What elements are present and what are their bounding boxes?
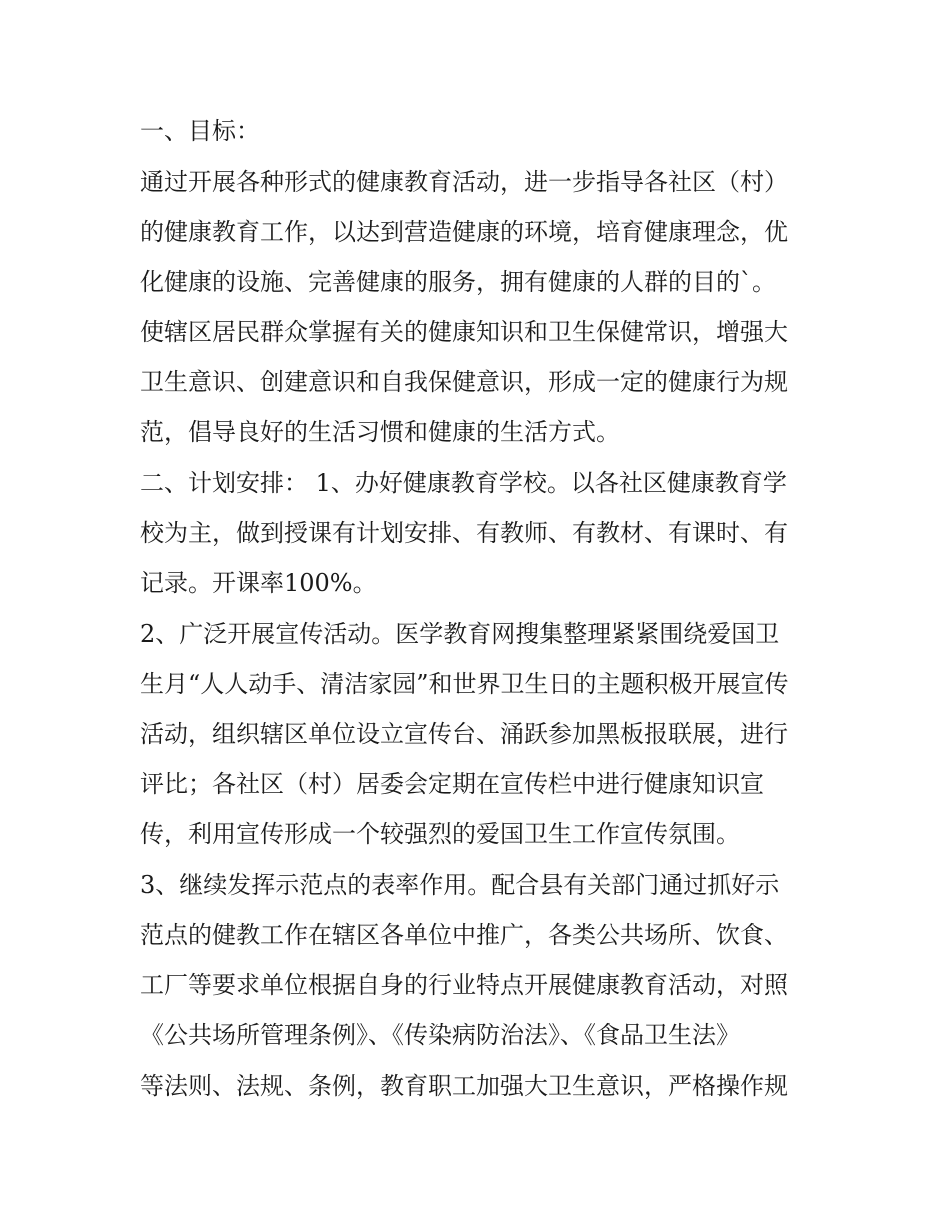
- paragraph-line: 传，利用宣传形成一个较强烈的爱国卫生工作宣传氛围。: [140, 820, 740, 848]
- paragraph-line: 范点的健教工作在辖区各单位中推广，各类公共场所、饮食、: [140, 921, 788, 949]
- paragraph-line: 使辖区居民群众掌握有关的健康知识和卫生保健常识，增强大: [140, 318, 788, 346]
- paragraph-line: 评比；各社区（村）居委会定期在宣传栏中进行健康知识宣: [140, 770, 764, 798]
- section-heading-plan: 二、计划安排： 1、办好健康教育学校。以各社区健康教育学: [140, 469, 787, 497]
- paragraph-line: 卫生意识、创建意识和自我保健意识，形成一定的健康行为规: [140, 368, 788, 396]
- paragraph-line: 通过开展各种形式的健康教育活动，进一步指导各社区（村）: [140, 168, 788, 196]
- paragraph-line: 记录。开课率100%。: [140, 569, 377, 597]
- paragraph-line: 范，倡导良好的生活习惯和健康的生活方式。: [140, 418, 620, 446]
- paragraph-line: 活动，组织辖区单位设立宣传台、涌跃参加黑板报联展，进行: [140, 720, 788, 748]
- paragraph-line: 3、继续发挥示范点的表率作用。配合县有关部门通过抓好示: [140, 871, 780, 899]
- paragraph-line: 校为主，做到授课有计划安排、有教师、有教材、有课时、有: [140, 519, 788, 547]
- paragraph-line: 生月“人人动手、清洁家园”和世界卫生日的主题积极开展宣传: [140, 670, 789, 698]
- paragraph-line: 化健康的设施、完善健康的服务，拥有健康的人群的目的`。: [140, 268, 776, 296]
- paragraph-line: 的健康教育工作，以达到营造健康的环境，培育健康理念，优: [140, 218, 788, 246]
- paragraph-line: 《公共场所管理条例》、《传染病防治法》、《食品卫生法》: [140, 1021, 740, 1049]
- paragraph-line: 工厂等要求单位根据自身的行业特点开展健康教育活动，对照: [140, 971, 788, 999]
- paragraph-line: 等法则、法规、条例，教育职工加强大卫生意识，严格操作规: [140, 1072, 788, 1100]
- section-heading-goal: 一、目标：: [140, 117, 260, 145]
- paragraph-line: 2、广泛开展宣传活动。医学教育网搜集整理紧紧围绕爱国卫: [140, 620, 780, 648]
